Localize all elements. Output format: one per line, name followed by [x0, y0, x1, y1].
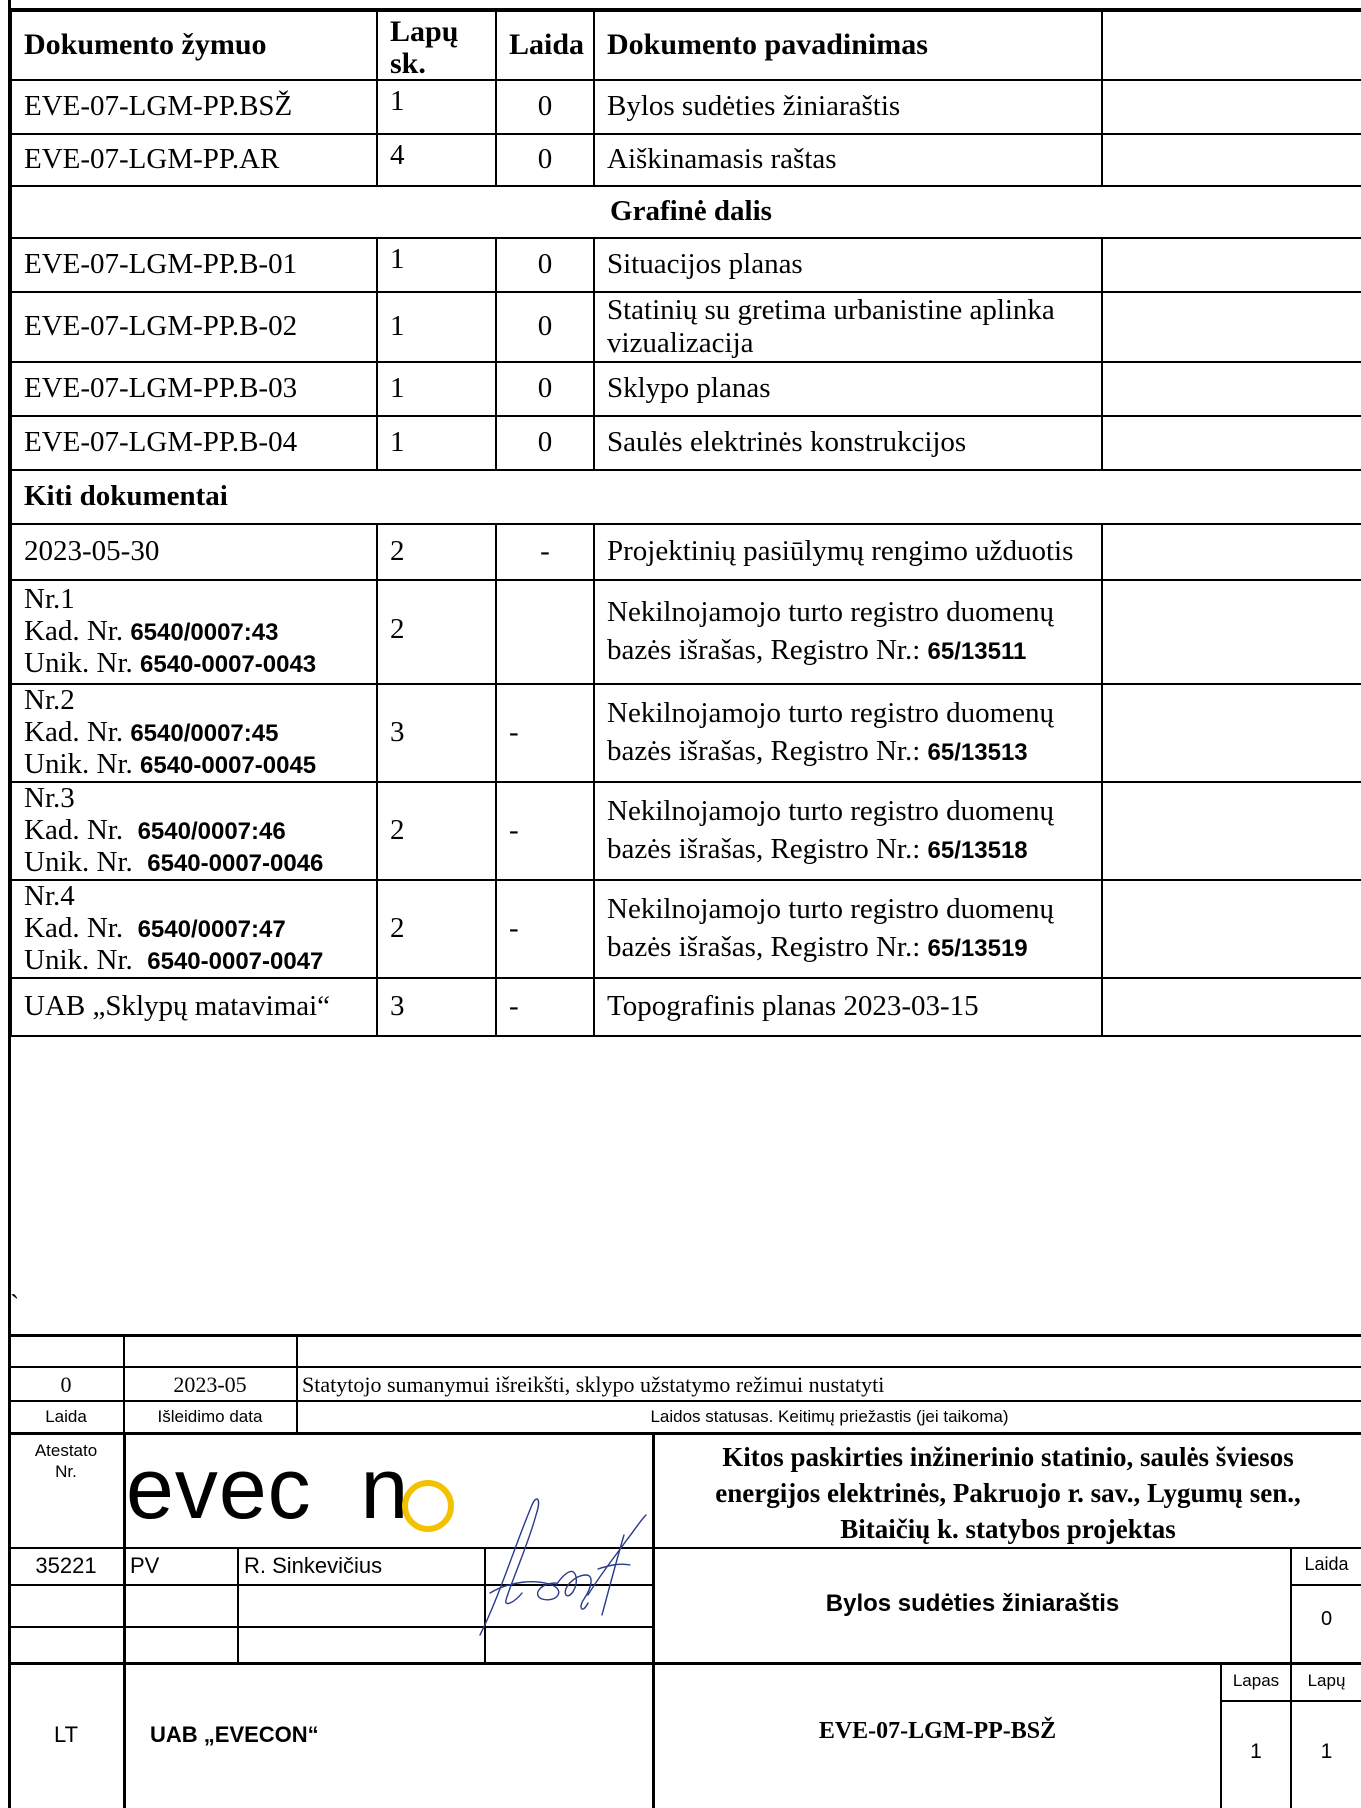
section-title-graphic: Grafinė dalis [11, 186, 1361, 238]
sheets-value: 1 [1320, 1740, 1333, 1763]
cell-edition: - [496, 782, 594, 880]
rev-header-date: Išleidimo data [157, 1407, 263, 1426]
table-row [11, 134, 1361, 186]
cell-name: Aiškinamasis raštas [594, 134, 1102, 186]
cell-code: 2023-05-30 [11, 524, 377, 580]
cell-edition: 0 [496, 416, 594, 470]
cell-code: EVE-07-LGM-PP.B-03 [11, 362, 377, 416]
edition-value: 0 [1320, 1608, 1333, 1630]
table-row [11, 416, 1361, 470]
company-name: UAB „EVECON“ [150, 1722, 319, 1747]
cell-name: Nekilnojamojo turto registro duomenų bazės išrašas, Registro Nr.: 65/13519 [594, 880, 1102, 978]
revision-date: 2023-05 [173, 1372, 247, 1397]
document-code: EVE-07-LGM-PP-BSŽ [818, 1718, 1057, 1744]
project-title: Kitos paskirties inžinerinio statinio, saulės šviesos energijos elektrinės, Pakruojo r. sav., Lygumų sen., Bitaičių k. statybos projektas [715, 1442, 1301, 1544]
stamp-line [8, 1662, 1361, 1665]
cell-code: Nr.3 Kad. Nr. 6540/0007:46 Unik. Nr. 6540-0007-0046 [11, 782, 377, 880]
cell-pages: 1 [377, 238, 496, 292]
table-row [11, 880, 1361, 978]
cell-pages: 2 [377, 524, 496, 580]
cell-edition: - [496, 524, 594, 580]
stray-mark: ` [10, 1290, 20, 1321]
cell-name: Nekilnojamojo turto registro duomenų bazės išrašas, Registro Nr.: 65/13511 [594, 580, 1102, 684]
cell-code: EVE-07-LGM-PP.AR [11, 134, 377, 186]
table-row [11, 684, 1361, 782]
rev-header-edition: Laida [45, 1407, 87, 1426]
cell-pages: 2 [377, 880, 496, 978]
cell-code: Nr.1 Kad. Nr. 6540/0007:43 Unik. Nr. 6540-0007-0043 [11, 580, 377, 684]
cell-code: EVE-07-LGM-PP.B-02 [11, 292, 377, 362]
cell-edition: - [496, 684, 594, 782]
table-row [11, 782, 1361, 880]
cell-edition: 0 [496, 134, 594, 186]
sheet-value: 1 [1250, 1740, 1262, 1763]
section-title-other: Kiti dokumentai [11, 470, 1361, 524]
logo-sun-ring-icon [402, 1480, 454, 1532]
role-label: PV [130, 1553, 160, 1578]
cell-code: Nr.2 Kad. Nr. 6540/0007:45 Unik. Nr. 6540-0007-0045 [11, 684, 377, 782]
cell-pages: 1 [377, 362, 496, 416]
cell-code: Nr.4 Kad. Nr. 6540/0007:47 Unik. Nr. 6540-0007-0047 [11, 880, 377, 978]
cert-number: 35221 [35, 1553, 97, 1578]
stamp-line [237, 1547, 239, 1663]
signature-image [470, 1475, 650, 1640]
cell-edition [496, 580, 594, 684]
cell-name: Statinių su gretima urbanistine aplinka vizualizacija [594, 292, 1102, 362]
cert-label: Atestato Nr. [34, 1441, 98, 1482]
cell-pages: 3 [377, 978, 496, 1036]
revision-edition: 0 [60, 1372, 72, 1397]
stamp-line [8, 1334, 1361, 1337]
stamp-line [8, 1400, 1361, 1402]
table-row [11, 978, 1361, 1036]
cell-edition: 0 [496, 362, 594, 416]
table-header-row [11, 11, 1361, 80]
cell-code: EVE-07-LGM-PP.B-01 [11, 238, 377, 292]
cell-pages: 2 [377, 782, 496, 880]
edition-label: Laida [1304, 1554, 1349, 1574]
header-edition: Laida [496, 11, 594, 80]
stamp-line [1290, 1584, 1361, 1586]
cell-name: Nekilnojamojo turto registro duomenų bazės išrašas, Registro Nr.: 65/13518 [594, 782, 1102, 880]
document-title: Bylos sudėties žiniaraštis [825, 1590, 1120, 1617]
cell-edition: 0 [496, 292, 594, 362]
stamp-line [8, 1366, 1361, 1368]
rev-header-status: Laidos statusas. Keitimų priežastis (jei taikoma) [650, 1407, 1009, 1426]
cell-pages: 4 [377, 134, 496, 186]
section-row-graphic [11, 186, 1361, 238]
header-name: Dokumento pavadinimas [594, 11, 1102, 80]
cell-name: Nekilnojamojo turto registro duomenų bazės išrašas, Registro Nr.: 65/13513 [594, 684, 1102, 782]
cell-pages: 1 [377, 416, 496, 470]
document-list-table [10, 10, 1361, 1037]
cell-code: EVE-07-LGM-PP.BSŽ [11, 80, 377, 134]
cell-name: Sklypo planas [594, 362, 1102, 416]
cell-pages: 3 [377, 684, 496, 782]
cell-code: EVE-07-LGM-PP.B-04 [11, 416, 377, 470]
cell-name: Situacijos planas [594, 238, 1102, 292]
revision-status: Statytojo sumanymui išreikšti, sklypo užstatymo režimui nustatyti [302, 1372, 885, 1397]
cell-pages: 1 [377, 80, 496, 134]
person-name: R. Sinkevičius [244, 1553, 383, 1578]
table-row [11, 292, 1361, 362]
header-pages: Lapų sk. [377, 11, 496, 80]
table-row [11, 580, 1361, 684]
cell-edition: 0 [496, 238, 594, 292]
sheets-label: Lapų [1307, 1671, 1346, 1690]
section-row-other [11, 470, 1361, 524]
evecon-logo: evec n [126, 1441, 410, 1537]
cell-edition: - [496, 978, 594, 1036]
cell-name: Topografinis planas 2023-03-15 [594, 978, 1102, 1036]
table-row [11, 524, 1361, 580]
cell-name: Bylos sudėties žiniaraštis [594, 80, 1102, 134]
stamp-line [8, 1432, 1361, 1435]
cell-pages: 1 [377, 292, 496, 362]
cell-name: Saulės elektrinės konstrukcijos [594, 416, 1102, 470]
cell-edition: - [496, 880, 594, 978]
cell-name: Projektinių pasiūlymų rengimo užduotis [594, 524, 1102, 580]
table-row [11, 238, 1361, 292]
table-row [11, 80, 1361, 134]
table-row [11, 362, 1361, 416]
sheet-label: Lapas [1232, 1671, 1280, 1690]
cell-pages: 2 [377, 580, 496, 684]
cell-edition: 0 [496, 80, 594, 134]
cell-code: UAB „Sklypų matavimai“ [11, 978, 377, 1036]
country-code: LT [53, 1722, 79, 1747]
header-code: Dokumento žymuo [11, 11, 377, 80]
